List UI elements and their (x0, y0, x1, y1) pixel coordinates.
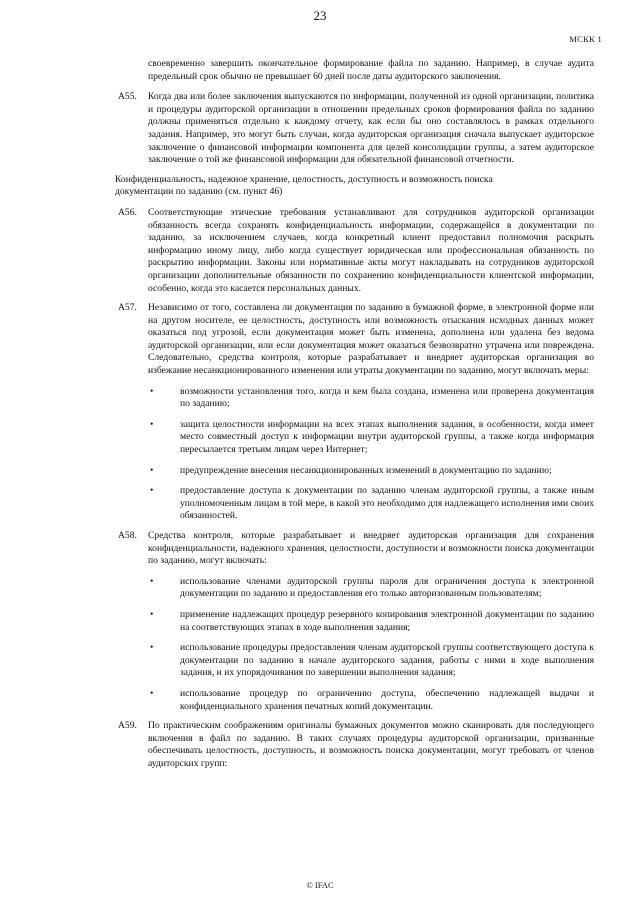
list-item-text: использование процедур по ограничению доступа, обеспечению надлежащей выдачи и конфиденциального хранения печатных копий документации. (180, 687, 594, 712)
bullet-list (148, 386, 594, 523)
list-item-text: предупреждение внесения несанкционированных изменений в документацию по заданию; (180, 464, 552, 476)
bullet-icon: • (150, 485, 154, 497)
list-item (148, 419, 594, 457)
bullet-icon: • (150, 575, 154, 587)
list-item-text: защита целостности информации на всех этапах выполнения задания, в особенности, когда имеет место совместный доступ к информации внутри аудиторской группы, а также когда информация пересылается третьим лицам через Интернет; (180, 418, 594, 456)
bullet-icon: • (150, 464, 154, 476)
paragraph-text: Когда два или более заключения выпускаются по информации, полученной из одной организации, политика и процедуры аудиторской организации в отношении предельных сроков формирования файла по заданию должны применяться отдельно к каждому отчету, как если бы оно составлялось в рамках отдельного задания. Например, это могут быть случаи, когда аудиторская организация сначала выпускает аудиторское заключение о финансовой информации компонента для целей консолидации группы, а затем аудиторское заключение о той же финансовой информации для обязательной финансовой отчетности. (148, 91, 594, 166)
paragraph-text: Средства контроля, которые разрабатывает и внедряет аудиторская организация для сохранения конфиденциальности, надежного хранения, целостности, доступности и возможности поиска документации по заданию, могут включать: (148, 530, 594, 567)
bullet-icon: • (150, 418, 154, 430)
list-item-text: предоставление доступа к документации по заданию членам аудиторской группы, а также иным уполномоченным лицам в той мере, в какой это необходимо для надлежащего исполнения ими своих обязанностей. (180, 485, 594, 522)
paragraph-number: A55. (118, 91, 137, 103)
list-item-text: применение надлежащих процедур резервного копирования электронной документации по заданию на соответствующих этапах в ходе выполнения задания; (180, 608, 594, 633)
paragraph-a57 (118, 302, 594, 523)
bullet-icon: • (150, 642, 154, 654)
page-number: 23 (313, 8, 327, 23)
page-body (115, 58, 594, 778)
bullet-icon: • (150, 608, 154, 620)
list-item-text: возможности установления того, когда и кем была создана, изменена или проверена документация по заданию; (180, 385, 594, 410)
list-item (148, 576, 594, 601)
paragraph-number: A57. (118, 302, 137, 314)
list-item (148, 386, 594, 411)
continued-paragraph: своевременно завершить окончательное формирование файла по заданию. Например, в случае аудита предельный срок обычно не превышает 60 дней после даты аудиторского заключения. (148, 58, 594, 82)
bullet-list (148, 576, 594, 713)
list-item-text: использование членами аудиторской группы пароля для ограничения доступа к электронной документации по заданию и предоставления его только авторизованным пользователям; (180, 575, 594, 600)
list-item (148, 485, 594, 523)
list-item-text: использование процедуры предоставления членам аудиторской группы соответствующего доступа к документации по заданию в начале аудиторского задания, работы с ними в ходе выполнения задания, и их упорядочивания по завершении выполнения задания; (180, 642, 594, 679)
list-item (148, 688, 594, 713)
paragraph-number: A56. (118, 206, 137, 218)
paragraph-text: По практическим соображениям оригиналы бумажных документов можно сканировать для последующего включения в файл по заданию. В таких случаях процедуры аудиторской организации, призванные обеспечивать целостность, доступность, и возможность поиска документации, могут требовать от членов аудиторских групп: (148, 720, 594, 769)
paragraph-text: Независимо от того, составлена ли документация по заданию в бумажной форме, в электронной форме или на другом носителе, ее целостность, доступность или возможность отыскания исходных данных может оказаться под угрозой, если документация может быть изменена, дополнена или удалена без ведома аудиторской организации, или если документация может оказаться безвозвратно утрачена или повреждена. Следовательно, средства контроля, которые разрабатывает и внедряет аудиторская организация во избежание несанкционированного изменения или утраты документации по заданию, могут включать меры: (148, 302, 594, 377)
paragraph-number: A59. (118, 720, 137, 732)
paragraph-a55 (118, 91, 594, 167)
paragraph-text: Соответствующие этические требования устанавливают для сотрудников аудиторской организации обязанность всегда сохранять конфиденциальность информации, содержащейся в документации по заданию, за исключением случаев, когда конкретный клиент предоставил полномочия раскрыть информацию иному лицу, либо когда существует юридическая или профессиональная обязанность по раскрытию информации. Законы или нормативные акты могут накладывать на сотрудников аудиторской организации дополнительные обязанности по сохранению конфиденциальности клиентской информации, особенно, когда это касается персональных данных. (148, 206, 594, 294)
list-item (148, 642, 594, 680)
bullet-icon: • (150, 687, 154, 699)
paragraph-a56 (118, 207, 594, 295)
list-item (148, 609, 594, 634)
paragraph-a58 (118, 530, 594, 713)
section-heading: Конфиденциальность, надежное хранение, целостность, доступность и возможность поиска документации по заданию (см. пункт 46) (115, 173, 493, 198)
document-code: МСКК 1 (569, 34, 602, 44)
copyright-footer: © IFAC (306, 880, 334, 890)
list-item (148, 465, 594, 478)
paragraph-number: A58. (118, 530, 137, 541)
paragraph-a59 (118, 720, 594, 770)
bullet-icon: • (150, 385, 154, 397)
